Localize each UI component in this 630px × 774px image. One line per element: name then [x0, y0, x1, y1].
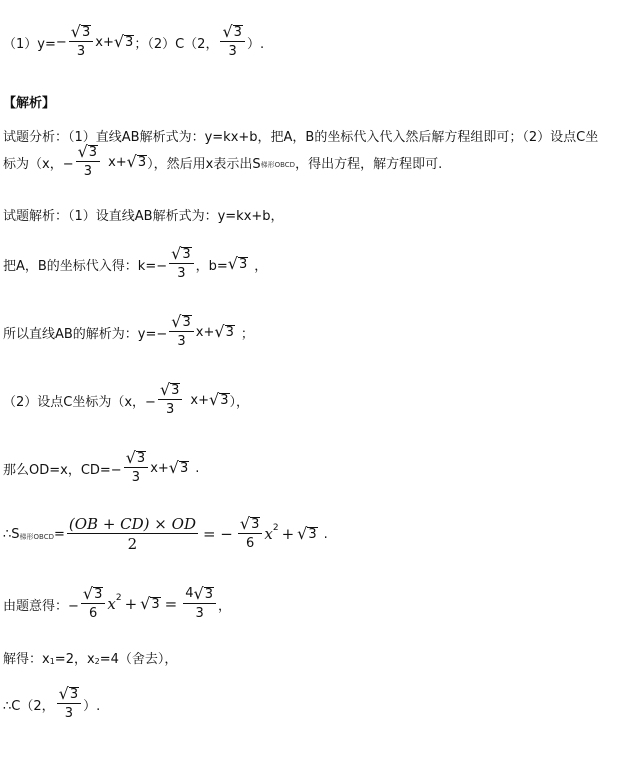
solution-line-7: 由题意得：− √ 3 6 x 2 + √ 3 = 4 √ 3 3 ，: [3, 584, 232, 621]
solution-line-9: ∴C（2， √ 3 3 ）.: [3, 684, 101, 721]
fraction-sqrt3-over-6: √ 3 6: [238, 516, 262, 552]
fraction-sqrt3-over-3: √ 3 3: [69, 24, 93, 60]
fraction-sqrt3-over-3: √ 3 3: [158, 382, 182, 418]
solution-line-4: （2）设点C坐标为（x，− √ 3 3 x+ √ 3 ），: [3, 380, 250, 417]
answer-x-plus: x+: [95, 34, 114, 50]
analysis-line-1: 试题分析：（1）直线AB解析式为：y=kx+b，把A，B的坐标代入代入然后解方程组即可；（2）设点C坐: [3, 130, 599, 145]
answer-line: [3, 24, 264, 60]
solution-line-2: 把A，B的坐标代入得：k=− √ 3 3 ，b= √ 3 ，: [3, 244, 268, 281]
sqrt3: √ 3: [227, 254, 248, 273]
fraction-sqrt3-over-6: √ 3 6: [81, 586, 105, 622]
fraction-sqrt3-over-3: √ 3 3: [220, 24, 244, 60]
fraction-sqrt3-over-3: √ 3 3: [76, 144, 100, 180]
sqrt3: √ 3: [113, 32, 134, 51]
fraction-sqrt3-over-3: √ 3 3: [124, 450, 148, 486]
fraction-sqrt3-over-3: √ 3 3: [169, 246, 193, 282]
answer-separator: ；（2）C（2，: [134, 36, 219, 52]
sqrt3: √ 3: [140, 594, 160, 613]
solution-line-8: 解得：x 1 =2，x 2 =4（舍去），: [3, 652, 178, 667]
fraction-sqrt3-over-3: √ 3 3: [57, 686, 81, 722]
minus-sign: −: [55, 34, 67, 50]
fraction-sqrt3-over-3: √ 3 3: [169, 314, 193, 350]
sqrt3: √ 3: [297, 524, 317, 543]
sqrt3: √ 3: [126, 152, 147, 171]
solution-line-3: 所以直线AB的解析为：y=− √ 3 3 x+ √ 3 ；: [3, 312, 254, 349]
sqrt3: √ 3: [168, 458, 189, 477]
solution-line-5: 那么OD=x，CD=− √ 3 3 x+ √ 3 .: [3, 448, 200, 485]
answer-part1: （1）y=: [3, 36, 56, 52]
sqrt3: √ 3: [209, 390, 229, 409]
solution-line-1: 试题解析：（1）设直线AB解析式为：y=kx+b，: [3, 209, 284, 224]
fraction-area-formula: $\frac{(OB + CD) \times OD}{2}$: [68, 515, 196, 553]
analysis-line-2: 标为（x，− √ 3 3 x+ √ 3 ），然后用x表示出S 梯形OBCD ，得出方程，解方程即可.: [3, 142, 443, 179]
sqrt3: √ 3: [214, 322, 234, 341]
subscript-trapezoid: 梯形OBCD: [19, 533, 54, 541]
fraction-4sqrt3-over-3: 4 √ 3 3: [183, 586, 216, 622]
subscript-trapezoid: 梯形OBCD: [260, 161, 296, 169]
answer-end: ）.: [246, 36, 265, 52]
analysis-heading: 【解析】: [3, 96, 56, 111]
solution-line-6: ∴S 梯形OBCD = $\frac{(OB + CD) \times OD}{2}$ = − √ 3 6 x 2 + √ 3 .: [3, 514, 328, 553]
